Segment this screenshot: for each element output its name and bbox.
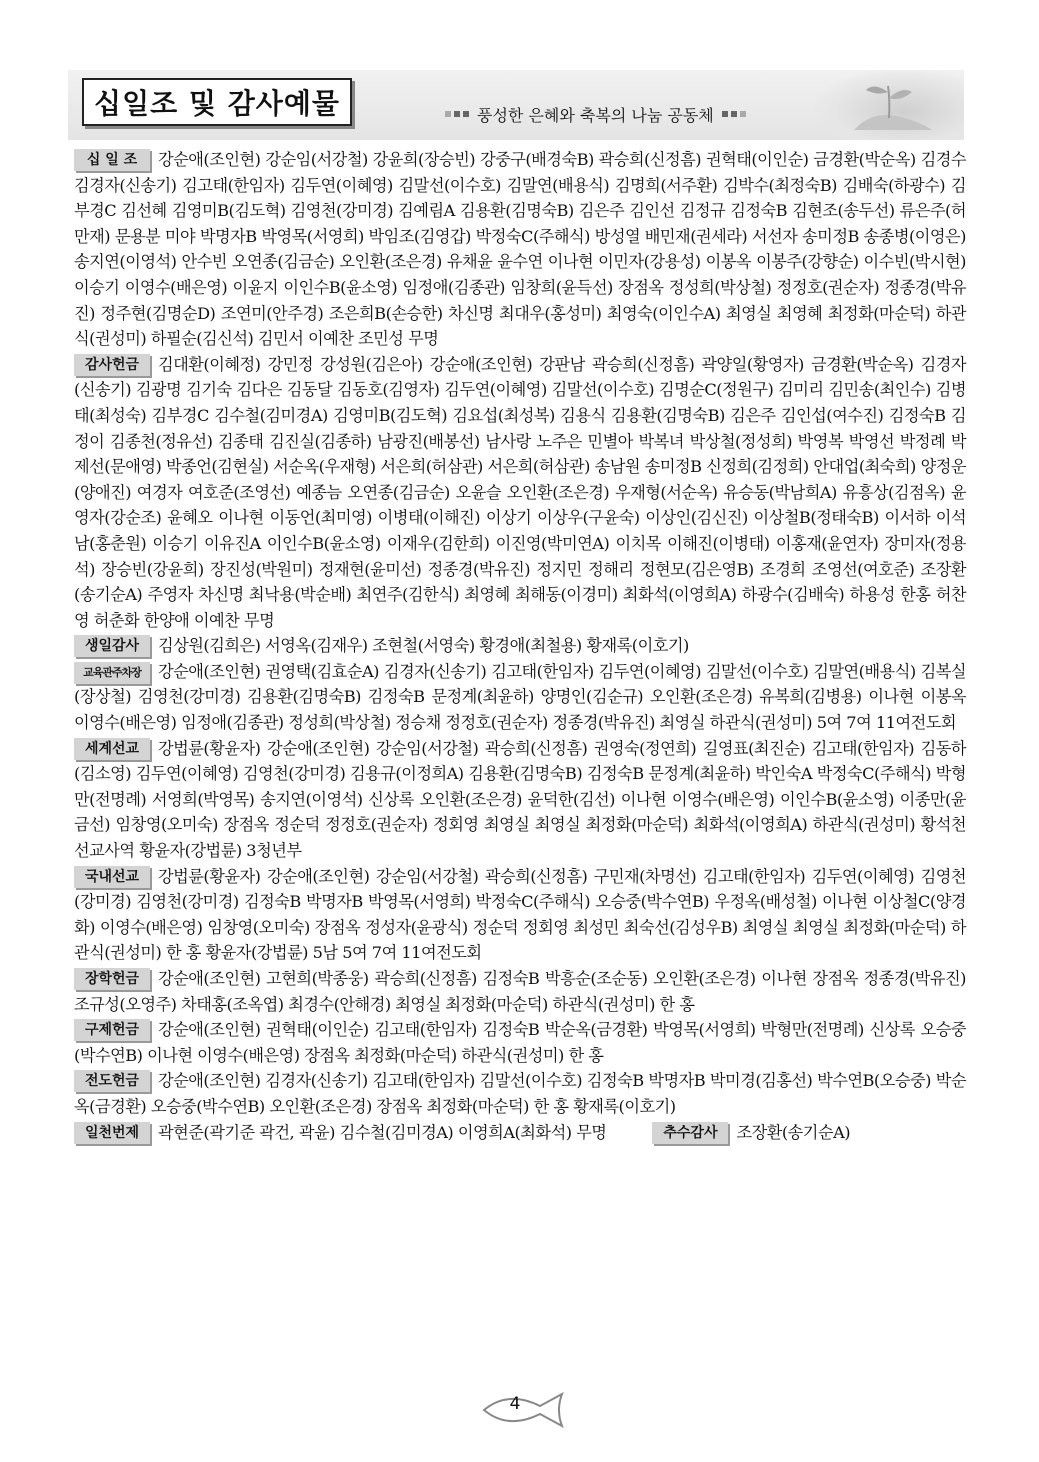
section-world-mission <box>74 736 966 864</box>
page-title <box>82 78 352 126</box>
section-last-row <box>74 1120 966 1146</box>
section-thanksgiving <box>74 352 966 634</box>
section-names: 강순애(조인현) 고현희(박종웅) 곽승희(신정흠) 김정숙B 박흥순(조순동) 오인환(조은경) 이나현 장점옥 정종경(박유진) 조규성(오영주) 차태홍(조옥엽) 최경수(안해경) 최영실 최정화(마순덕) 하관식(권성미) 한 홍 <box>74 969 966 1014</box>
page-subtitle-text: 풍성한 은혜와 축복의 나눔 공동체 <box>477 105 714 125</box>
offering-list <box>74 147 966 1145</box>
section-label: 장학헌금 <box>74 968 150 990</box>
section-parking <box>74 659 966 736</box>
section-thousand-offering <box>74 1120 606 1146</box>
section-names: 강법륜(황윤자) 강순애(조인현) 강순임(서강철) 곽승희(신정흠) 권영숙(정연희) 길영표(최진순) 김고태(한임자) 김동하(김소영) 김두연(이혜영) 김영천(강미경) 김용규(이정희A) 김용환(김명숙B) 김정숙B 문정계(최윤하) 박인숙A 박정숙C(주해식) 박형만(전명례) 서영희(박영목) 송지연(이영석) 신상록 오인환(조은경) 윤덕한(김선) 이나현 이영수(배은영) 이인수B(윤소영) 이종만(윤금선) 임창영(오미숙) 장점옥 정순덕 정정호(권순자) 정회영 최영실 최영실 최정화(마순덕) 최화석(이영희A) 하관식(권성미) 황석천선교사역 황윤자(강법륜) 3청년부 <box>74 738 966 861</box>
section-label: 교육관주차장 <box>74 662 150 684</box>
section-label: 일천번제 <box>74 1122 150 1144</box>
section-names: 곽현준(곽기준 곽건, 곽윤) 김수철(김미경A) 이영희A(최화석) 무명 <box>158 1122 607 1142</box>
section-label: 생일감사 <box>74 635 150 657</box>
section-names: 김상원(김희은) 서영옥(김재우) 조현철(서영숙) 황경애(최철용) 황재록(이호기) <box>158 636 689 656</box>
page-number <box>478 1388 568 1432</box>
section-tithe <box>74 147 966 352</box>
section-names: 강순애(조인현) 강순임(서강철) 강윤희(장승빈) 강중구(배경숙B) 곽승희(신정흠) 권혁태(이인순) 금경환(박순옥) 김경수 김경자(신송기) 김고태(한임자) 김두연(이혜영) 김말선(이수호) 김말연(배용식) 김명희(서주환) 김박수(최정숙B) 김배숙(하광수) 김부경C 김선혜 김영미B(김도혁) 김영천(강미경) 김예림A 김용환(김명숙B) 김은주 김인선 김정규 김정숙B 김현조(송두선) 류은주(허만재) 문용분 미야 박명자B 박영목(서영희) 박임조(김영갑) 박정숙C(주해식) 방성열 배민재(권세라) 서선자 송미정B 송종병(이영은) 송지연(이영석) 안수빈 오연종(김금순) 오인환(조은경) 유채윤 윤수연 이나현 이민자(강용성) 이봉옥 이봉주(강향순) 이수빈(박시현) 이승기 이영수(배은영) 이윤지 이인수B(윤소영) 임정애(김종관) 임창희(윤득선) 장점옥 정성희(박상철) 정정호(권순자) 정종경(박유진) 정주현(김명순D) 조연미(안주경) 조은희B(손승한) 차신명 최대우(홍성미) 최영숙(이인수A) 최영실 최영혜 최정화(마순덕) 하관식(권성미) 하필순(김신석) 김민서 이예찬 조민성 무명 <box>74 150 966 349</box>
bullet-squares-icon <box>445 111 469 117</box>
hands-sprout-image <box>814 70 964 140</box>
section-label: 추수감사 <box>652 1122 728 1144</box>
page-number-text: 4 <box>509 1394 521 1414</box>
section-label: 세계선교 <box>74 738 150 760</box>
section-domestic-mission <box>74 864 966 966</box>
section-harvest-thanks <box>652 1120 850 1146</box>
section-names: 강순애(조인현) 권영택(김효순A) 김경자(신송기) 김고태(한임자) 김두연(이혜영) 김말선(이수호) 김말연(배용식) 김복실(장상철) 김영천(강미경) 김용환(김명숙B) 김정숙B 문정계(최윤하) 양명인(김순규) 오인환(조은경) 유복희(김병용) 이나현 이봉옥 이영수(배은영) 임정애(김종관) 정성희(박상철) 정승채 정정호(권순자) 정종경(박유진) 최영실 하관식(권성미) 5여 7여 11여전도회 <box>74 661 966 733</box>
bullet-squares-icon <box>722 111 746 117</box>
section-relief <box>74 1017 966 1068</box>
section-names: 강법륜(황윤자) 강순애(조인현) 강순임(서강철) 곽승희(신정흠) 구민재(차명선) 김고태(한임자) 김두연(이혜영) 김영천(강미경) 김영천(강미경) 김정숙B 박명자B 박영목(서영희) 박정숙C(주해식) 오승중(박수연B) 우정옥(배성철) 이나현 이상철C(양경화) 이영수(배은영) 임창영(오미숙) 장점옥 정성자(윤광식) 정순덕 정회영 최성민 최숙선(김성우B) 최영실 최영실 최정화(마순덕) 하관식(권성미) 한 홍 황윤자(강법륜) 5남 5여 7여 11여전도회 <box>74 866 966 963</box>
section-evangelism <box>74 1068 966 1119</box>
section-names: 강순애(조인현) 김경자(신송기) 김고태(한임자) 김말선(이수호) 김정숙B 박명자B 박미경(김홍선) 박수연B(오승중) 박순옥(금경환) 오승중(박수연B) 오인환(조은경) 장점옥 최정화(마순덕) 한 홍 황재록(이호기) <box>74 1071 966 1116</box>
section-label: 구제헌금 <box>74 1019 150 1041</box>
sprout-icon <box>844 78 934 134</box>
section-names: 강순애(조인현) 권혁태(이인순) 김고태(한임자) 김정숙B 박순옥(금경환) 박영목(서영희) 박형만(전명례) 신상록 오승중(박수연B) 이나현 이영수(배은영) 장점옥 최정화(마순덕) 하관식(권성미) 한 홍 <box>74 1020 966 1065</box>
section-label: 감사헌금 <box>74 354 150 376</box>
page-subtitle <box>445 102 746 126</box>
section-names: 조장환(송기순A) <box>736 1122 851 1142</box>
section-label: 전도헌금 <box>74 1070 150 1092</box>
page-title-text: 십일조 및 감사예물 <box>94 87 340 120</box>
section-birthday <box>74 633 966 659</box>
section-label: 십 일 조 <box>74 149 150 171</box>
section-label: 국내선교 <box>74 866 150 888</box>
section-names: 김대환(이혜정) 강민정 강성원(김은아) 강순애(조인현) 강판남 곽승희(신정흠) 곽양일(황영자) 금경환(박순옥) 김경자(신송기) 김광명 김기숙 김다은 김동달 김동호(김영자) 김두연(이혜영) 김말선(이수호) 김명순C(정원구) 김미리 김민송(최인수) 김병태(최성숙) 김부경C 김수철(김미경A) 김영미B(김도혁) 김요섭(최성복) 김용식 김용환(김명숙B) 김은주 김인섭(여수진) 김정숙B 김정이 김종천(정유선) 김종태 김진실(김종하) 남광진(배봉선) 남사랑 노주은 민별아 박복녀 박상철(정성희) 박영복 박영선 박정례 박제선(문애영) 박종언(김현실) 서순옥(우재형) 서은희(허삼관) 서은희(허삼관) 송남원 송미정B 신정희(김정희) 안대업(최숙희) 양정운(양애진) 여경자 여호준(조영선) 예종늠 오연종(김금순) 오윤슬 오인환(조은경) 우재형(서순옥) 유승동(박남희A) 유흥상(김점옥) 윤영자(강순조) 윤혜오 이나현 이동언(최미영) 이병태(이해진) 이상기 이상우(구윤숙) 이상인(김신진) 이상철B(정태숙B) 이서하 이석남(홍춘원) 이승기 이유진A 이인수B(윤소영) 이재우(김한희) 이진영(박미연A) 이치목 이해진(이병태) 이홍재(윤연자) 장미자(정용석) 장승빈(강윤희) 장진성(박원미) 정재현(윤미선) 정종경(박유진) 정지민 정해리 정현모(김은영B) 조경희 조영선(여호준) 조장환(송기순A) 주영자 차신명 최낙용(박순배) 최연주(김한식) 최영혜 최해동(이경미) 최화석(이영희A) 하광수(김배숙) 하용성 한홍 허찬영 허춘화 한양애 이예찬 무명 <box>74 354 966 630</box>
section-scholarship <box>74 966 966 1017</box>
